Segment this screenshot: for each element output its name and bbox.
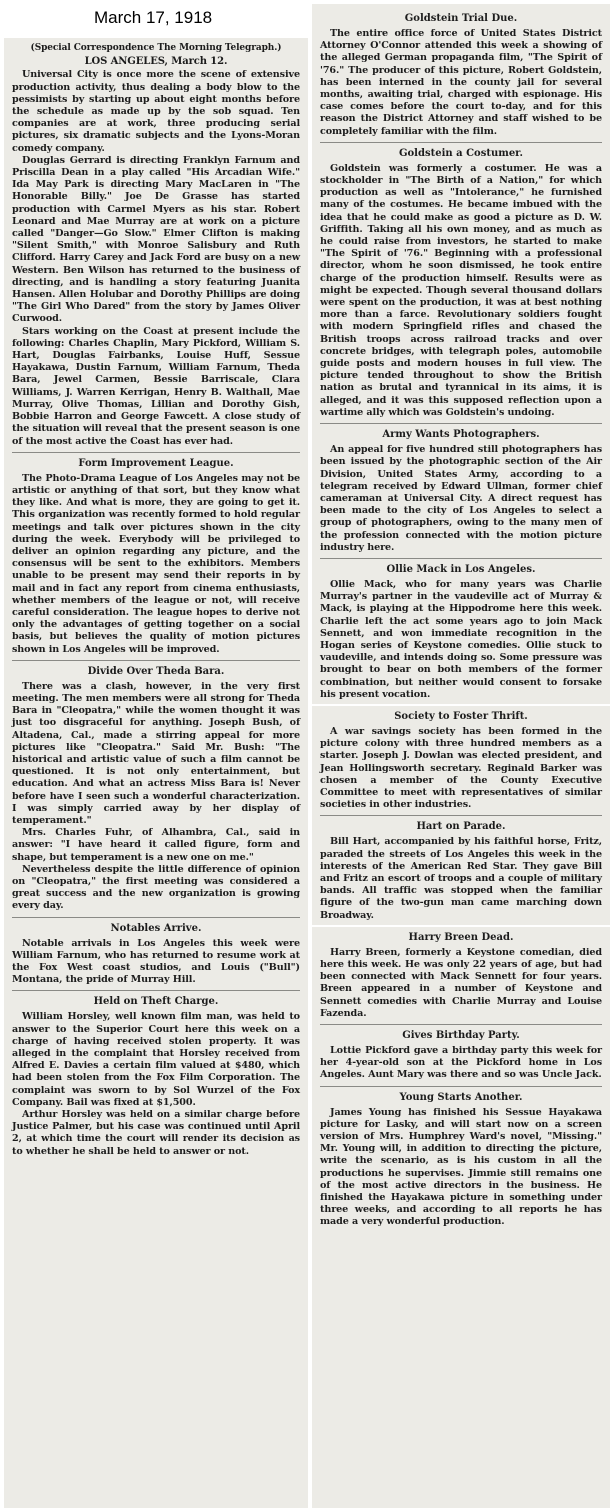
dateline: LOS ANGELES, March 12. <box>84 56 228 68</box>
left-column <box>4 38 308 1508</box>
article-paragraph: There was a clash, however, in the very first meeting. The men members were all strong for Theda Bara in "Cleopatra," while the women thought it was just too disgraceful for anything. Joseph Bush, of Altadena, Cal., made a stirring appeal for more pictures like "Cleopatra." Said Mr. Bush: "The historical and artistic value of such a film cannot be questioned. It is not only entertainment, but education. And what an actress Miss Bara is! Never before have I seen such a wonderful characterization. I was simply carried away by her display of temperament." <box>12 680 300 826</box>
clipping-date: March 17, 1918 <box>94 8 213 27</box>
divider <box>320 1024 602 1025</box>
article-paragraph: Universal City is once more the scene of extensive production activity, thus dealing a body blow to the pessimists by starting up about eight months before the schedule as made up by the sob squad. Ten companies are at work, three producing serial pictures, six dramatic subjects and the Lyons-Moran comedy company. <box>12 69 300 154</box>
divider <box>320 558 602 559</box>
article-paragraph: James Young has finished his Sessue Hayakawa picture for Lasky, and will start now on a screen version of Mrs. Humphrey Ward's novel, "Missing." Mr. Young will, in addition to directing the picture, write the scenario, as is his custom in all the productions he supervises. Jimmie still remains one of the most active directors in the business. He finished the Hayakawa picture in something under three weeks, and according to all reports he has made a very wonderful production. <box>320 1106 602 1228</box>
divider <box>12 452 300 453</box>
section-heading: Notables Arrive. <box>110 922 202 934</box>
clipping-break <box>312 925 610 927</box>
article-paragraph: Stars working on the Coast at present include the following: Charles Chaplin, Mary Pickford, William S. Hart, Douglas Fairbanks, Louise Huff, Sessue Hayakawa, Dustin Farnum, William Farnum, Theda Bara, Jewel Carmen, Bessie Barriscale, Clara Williams, J. Warren Kerrigan, Henry B. Walthall, Mae Murray, Olive Thomas, Lillian and Dorothy Gish, Bobbie Harron and George Fawcett. A close study of the situation will reveal that the present season is one of the most active the Coast has ever had. <box>12 325 300 447</box>
section-heading: Army Wants Photographers. <box>382 429 540 441</box>
section-heading: Society to Foster Thrift. <box>394 710 528 722</box>
divider <box>12 990 300 991</box>
divider <box>12 917 300 918</box>
section-heading: Divide Over Theda Bara. <box>87 665 225 677</box>
article-paragraph: The Photo-Drama League of Los Angeles may not be artistic or anything of that sort, but they know what they like. And what is more, they are going to get it. This organization was recently formed to hold regular meetings and talk over pictures shown in the city during the week. Everybody will be privileged to deliver an opinion regarding any picture, and the consensus will be sent to the exhibitors. Members unable to be present may send their reports in by mail and in fact any report from cinema enthusiasts, whether members of the league or not, will receive careful consideration. The league hopes to derive not only the advantages of getting together on a social basis, but believes the quality of motion pictures shown in Los Angeles will be improved. <box>12 472 300 655</box>
section-heading: Hart on Parade. <box>416 821 506 833</box>
section-heading: Form Improvement League. <box>78 457 234 469</box>
article-paragraph: Mrs. Charles Fuhr, of Alhambra, Cal., said in answer: "I have heard it called figure, form and shape, but temperament is a new one on me." <box>12 827 300 863</box>
section-heading: Gives Birthday Party. <box>402 1030 520 1042</box>
article-paragraph: Douglas Gerrard is directing Franklyn Farnum and Priscilla Dean in a play called "His Arcadian Wife." Ida May Park is directing Mary MacLaren in "The Honorable Billy." Joe De Grasse has started production with Carmel Myers as his star. Robert Leonard and Mae Murray are at work on a picture called "Danger—Go Slow." Elmer Clifton is making "Silent Smith," with Monroe Salisbury and Ruth Clifford. Harry Carey and Jack Ford are busy on a new Western. Ben Wilson has returned to the business of directing, and is handling a story featuring Juanita Hansen. Allen Holubar and Dorothy Phillips are doing "The Girl Who Dared" from the story by James Oliver Curwood. <box>12 154 300 325</box>
clipping-break <box>312 704 610 706</box>
section-heading: Goldstein Trial Due. <box>404 13 518 24</box>
article-paragraph: Notable arrivals in Los Angeles this week were William Farnum, who has returned to resume work at the Fox West coast studios, and Louis ("Bull") Montana, the pride of Murray Hill. <box>12 937 300 986</box>
article-paragraph: Bill Hart, accompanied by his faithful horse, Fritz, paraded the streets of Los Angeles this week in the interests of the American Red Star. They gave Bill and Fritz an escort of troops and a couple of military bands. All traffic was stopped when the familiar figure of the two-gun man came marching down Broadway. <box>320 836 602 921</box>
article-paragraph: Arthur Horsley was held on a similar charge before Justice Palmer, but his case was continued until April 2, at which time the court will render its decision as to whether he shall be held to answer or not. <box>12 1109 300 1157</box>
section-heading: Ollie Mack in Los Angeles. <box>386 563 536 575</box>
article-paragraph: Harry Breen, formerly a Keystone comedian, died here this week. He was only 22 years of age, but had been connected with Mack Sennett for four years. Breen appeared in a number of Keystone and Sennett comedies with Charlie Murray and Louise Fazenda. <box>320 946 602 1019</box>
article-paragraph: Lottie Pickford gave a birthday party this week for her 4-year-old son at the Pickford home in Los Angeles. Aunt Mary was there and so was Uncle Jack. <box>320 1045 602 1081</box>
divider <box>320 1086 602 1087</box>
correspondence-line: (Special Correspondence The Morning Telegraph.) <box>30 43 282 53</box>
article-paragraph: William Horsley, well known film man, was held to answer to the Superior Court here this week on a charge of having received stolen property. It was alleged in the complaint that Horsley received from Alfred E. Davies a certain film valued at $480, which had been stolen from the Fox Film Corporation. The complaint was sworn to by Sol Wurzel of the Fox Company. Bail was fixed at $1,500. <box>12 1011 300 1108</box>
divider <box>12 660 300 661</box>
article-paragraph: Goldstein was formerly a costumer. He was a stockholder in "The Birth of a Nation," for which production as well as "Intolerance," he furnished many of the costumes. He became imbued with the idea that he could make as good a picture as D. W. Griffith. Taking all his own money, and as much as he could raise from investors, he started to make "The Spirit of '76." Beginning with a professional director, whom he soon dismissed, he took entire charge of the production himself. Results were as might be expected. Though several thousand dollars were spent on the production, it was at best nothing more than a farce. Revolutionary soldiers fought with modern Springfield rifles and chased the British troops across railroad tracks and over concrete bridges, with telegraph poles, automobile guide posts and modern houses in full view. The picture tended throughout to show the British nation as brutal and tyrannical in its aims, it is alleged, and it was this supposed reflection upon a wartime ally which was Goldstein's undoing. <box>320 162 602 418</box>
article-paragraph: Nevertheless despite the little difference of opinion on "Cleopatra," the first meeting was considered a great success and the new organization is growing every day. <box>12 863 300 912</box>
divider <box>320 142 602 143</box>
section-heading: Harry Breen Dead. <box>408 931 514 943</box>
article-paragraph: Ollie Mack, who for many years was Charlie Murray's partner in the vaudeville act of Murray & Mack, is playing at the Hippodrome here this week. Charlie left the act some years ago to join Mack Sennett, and won immediate recognition in the Hogan series of Keystone comedies. Ollie stuck to vaudeville, and intends doing so. Some pressure was brought to bear on both members of the former combination, but neither would consent to forsake his present vocation. <box>320 578 602 700</box>
article-paragraph: An appeal for five hundred still photographers has been issued by the photographic section of the Air Division, United States Army, according to a telegram received by Edward Ullman, former chief cameraman at Universal City. A direct request has been made to the city of Los Angeles to select a group of photographers, owing to the many men of the profession connected with the motion picture industry here. <box>320 444 602 553</box>
divider <box>320 815 602 816</box>
right-column <box>312 4 610 1508</box>
section-heading: Held on Theft Charge. <box>93 996 219 1008</box>
section-heading: Young Starts Another. <box>399 1091 523 1103</box>
article-paragraph: The entire office force of United States District Attorney O'Connor attended this week a showing of the alleged German propaganda film, "The Spirit of '76." The producer of this picture, Robert Goldstein, has been interned in the county jail for several months, awaiting trial, charged with espionage. His case comes before the court to-day, and for this reason the District Attorney and staff wished to be completely familiar with the film. <box>320 28 602 137</box>
article-paragraph: A war savings society has been formed in the picture colony with three hundred members as a starter. Joseph J. Dowlan was elected president, and Jean Hollingsworth secretary. Reginald Barker was chosen a member of the County Executive Committee to meet with representatives of similar societies in other industries. <box>320 725 602 811</box>
divider <box>320 423 602 424</box>
section-heading: Goldstein a Costumer. <box>398 147 524 159</box>
